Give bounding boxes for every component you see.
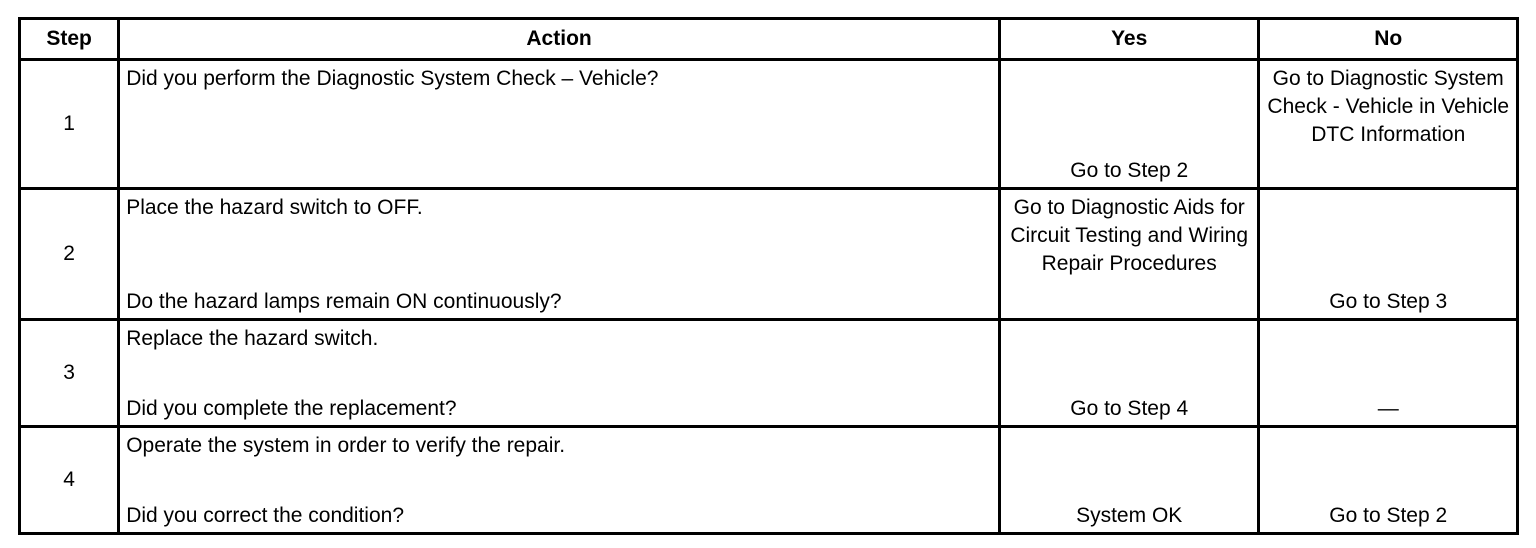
header-yes: Yes [999, 19, 1259, 60]
step-number: 4 [20, 427, 119, 534]
action-question: Do the hazard lamps remain ON continuously? [126, 290, 562, 313]
action-cell [119, 427, 1000, 534]
step-number: 1 [20, 60, 119, 189]
yes-result: System OK [999, 427, 1259, 534]
yes-result: Go to Diagnostic Aids for Circuit Testing and Wiring Repair Procedures [999, 189, 1259, 320]
header-row [20, 19, 1518, 60]
step-number: 3 [20, 320, 119, 427]
header-step: Step [20, 19, 119, 60]
header-no: No [1259, 19, 1518, 60]
no-result: Go to Step 2 [1259, 427, 1518, 534]
diagnostic-table [18, 17, 1519, 535]
action-instruction: Did you perform the Diagnostic System Check – Vehicle? [126, 67, 659, 90]
action-instruction: Replace the hazard switch. [126, 327, 379, 350]
no-result: Go to Diagnostic System Check - Vehicle in Vehicle DTC Information [1259, 60, 1518, 189]
no-result: — [1259, 320, 1518, 427]
yes-result: Go to Step 4 [999, 320, 1259, 427]
action-instruction: Operate the system in order to verify the repair. [126, 434, 566, 457]
no-result: Go to Step 3 [1259, 189, 1518, 320]
table-row [20, 320, 1518, 427]
table-row [20, 189, 1518, 320]
action-question: Did you correct the condition? [126, 504, 405, 527]
table-row [20, 427, 1518, 534]
action-instruction: Place the hazard switch to OFF. [126, 196, 423, 219]
step-number: 2 [20, 189, 119, 320]
header-action: Action [119, 19, 1000, 60]
action-cell [119, 320, 1000, 427]
action-cell [119, 189, 1000, 320]
action-question: Did you complete the replacement? [126, 397, 457, 420]
table-row [20, 60, 1518, 189]
action-cell [119, 60, 1000, 189]
yes-result: Go to Step 2 [999, 60, 1259, 189]
